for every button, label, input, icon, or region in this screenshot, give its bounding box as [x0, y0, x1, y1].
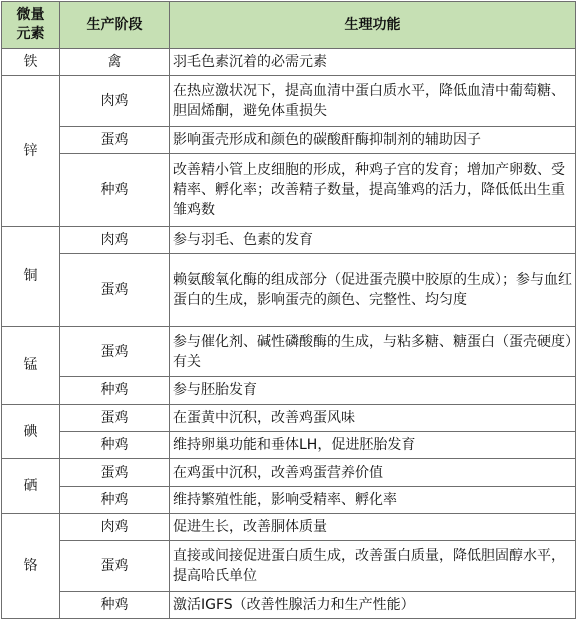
function-cell: 维持繁殖性能，影响受精率、孵化率	[170, 486, 576, 513]
table-row	[2, 226, 576, 253]
element-cell: 锰	[2, 327, 60, 405]
element-cell: 碘	[2, 404, 60, 459]
element-cell: 铜	[2, 226, 60, 326]
element-cell: 铁	[2, 49, 60, 76]
stage-cell: 种鸡	[60, 377, 170, 404]
stage-cell: 种鸡	[60, 153, 170, 226]
table-row	[2, 153, 576, 226]
header-element-line1: 微量	[16, 7, 45, 23]
function-cell: 羽毛色素沉着的必需元素	[170, 49, 576, 76]
trace-element-table	[1, 1, 576, 619]
element-cell: 锌	[2, 76, 60, 226]
stage-cell: 肉鸡	[60, 514, 170, 541]
function-cell: 影响蛋壳形成和颜色的碳酸酐酶抑制剂的辅助因子	[170, 126, 576, 153]
header-element-line2: 元素	[16, 26, 45, 42]
function-cell: 参与胚胎发育	[170, 377, 576, 404]
function-cell: 激活IGFS（改善性腺活力和生产性能）	[170, 591, 576, 618]
table-row	[2, 514, 576, 541]
function-cell: 促进生长，改善胴体质量	[170, 514, 576, 541]
table-row	[2, 76, 576, 126]
function-cell: 直接或间接促进蛋白质生成，改善蛋白质量，降低胆固醇水平，提高哈氏单位	[170, 541, 576, 591]
stage-cell: 肉鸡	[60, 226, 170, 253]
function-cell: 参与催化剂、碱性磷酸酶的生成，与粘多糖、糖蛋白（蛋壳硬度）有关	[170, 327, 576, 377]
stage-cell: 肉鸡	[60, 76, 170, 126]
header-function: 生理功能	[170, 2, 576, 49]
table-row	[2, 486, 576, 513]
table-row	[2, 591, 576, 618]
table-row	[2, 432, 576, 459]
function-cell: 改善精小管上皮细胞的形成，种鸡子宫的发育；增加产卵数、受精率、孵化率；改善精子数量，提高雏鸡的活力，降低低出生重雏鸡数	[170, 153, 576, 226]
header-element	[2, 2, 60, 49]
table-row	[2, 254, 576, 327]
function-cell: 在热应激状况下，提高血清中蛋白质水平，降低血清中葡萄糖、胆固烯酮，避免体重损失	[170, 76, 576, 126]
table-row	[2, 327, 576, 377]
function-cell: 在鸡蛋中沉积，改善鸡蛋营养价值	[170, 459, 576, 486]
function-cell: 维持卵巢功能和垂体LH，促进胚胎发育	[170, 432, 576, 459]
stage-cell: 蛋鸡	[60, 126, 170, 153]
function-cell: 在蛋黄中沉积，改善鸡蛋风味	[170, 404, 576, 431]
stage-cell: 种鸡	[60, 486, 170, 513]
stage-cell: 蛋鸡	[60, 254, 170, 327]
header-row	[2, 2, 576, 49]
header-stage: 生产阶段	[60, 2, 170, 49]
table-row	[2, 541, 576, 591]
table-row	[2, 49, 576, 76]
element-cell: 硒	[2, 459, 60, 514]
function-cell: 赖氨酸氧化酶的组成部分（促进蛋壳膜中胶原的生成）；参与血红蛋白的生成，影响蛋壳的颜色、完整性、均匀度	[170, 254, 576, 327]
table-row	[2, 404, 576, 431]
stage-cell: 种鸡	[60, 591, 170, 618]
table-row	[2, 126, 576, 153]
stage-cell: 蛋鸡	[60, 327, 170, 377]
stage-cell: 蛋鸡	[60, 541, 170, 591]
stage-cell: 蛋鸡	[60, 404, 170, 431]
function-cell: 参与羽毛、色素的发育	[170, 226, 576, 253]
stage-cell: 禽	[60, 49, 170, 76]
table-row	[2, 377, 576, 404]
stage-cell: 种鸡	[60, 432, 170, 459]
stage-cell: 蛋鸡	[60, 459, 170, 486]
table-row	[2, 459, 576, 486]
element-cell: 铬	[2, 514, 60, 619]
